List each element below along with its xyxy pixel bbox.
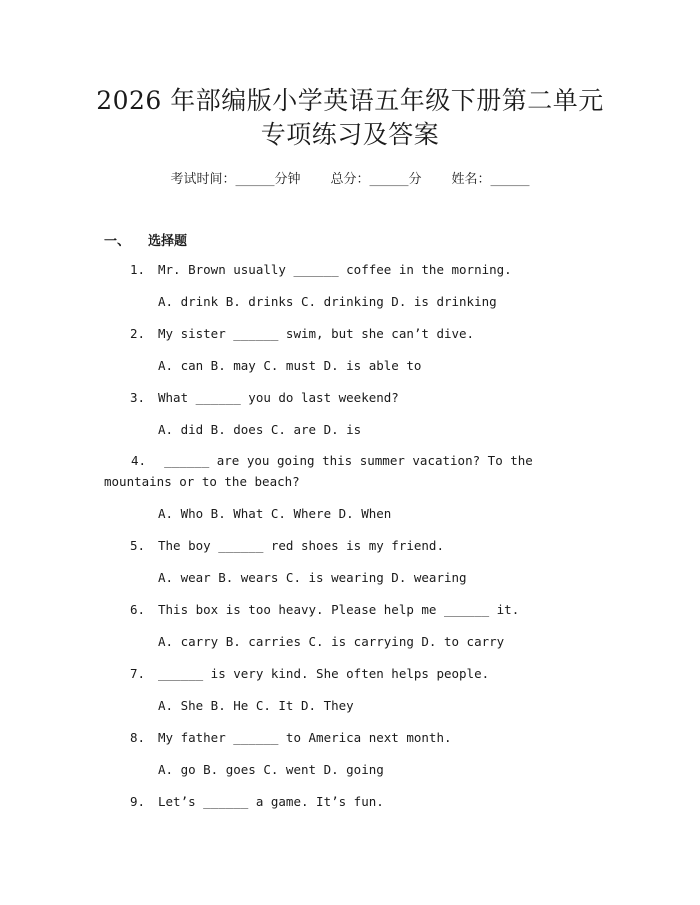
question-number: 8. xyxy=(130,730,146,745)
answer-options: A. She B. He C. It D. They xyxy=(158,698,354,713)
answer-options: A. carry B. carries C. is carrying D. to carry xyxy=(158,634,505,649)
question-text: Mr. Brown usually ______ coffee in the morning. xyxy=(158,262,512,277)
exam-meta-line xyxy=(0,168,700,187)
answer-options: A. go B. goes C. went D. going xyxy=(158,762,384,777)
question-text: ______ are you going this summer vacation? To the mountains or to the beach? xyxy=(104,453,533,489)
question-text: ______ is very kind. She often helps people. xyxy=(158,666,490,681)
section-label: 选择题 xyxy=(148,234,188,249)
question-text: My sister ______ swim, but she can’t dive. xyxy=(158,326,475,341)
section-heading xyxy=(104,230,187,249)
question-text: The boy ______ red shoes is my friend. xyxy=(158,538,444,553)
question-number: 3. xyxy=(130,390,146,405)
answer-options: A. wear B. wears C. is wearing D. wearing xyxy=(158,570,467,585)
question-number: 7. xyxy=(130,666,146,681)
document-title-line2: 专项练习及答案 xyxy=(260,120,440,149)
answer-options: A. Who B. What C. Where D. When xyxy=(158,506,392,521)
section-number: 一、 xyxy=(104,234,131,249)
question-4 xyxy=(104,450,604,492)
exam-time-field: 考试时间：______分钟 xyxy=(170,172,301,187)
question-text: Let’s ______ a game. It’s fun. xyxy=(158,794,384,809)
document-title-line1: 2026 年部编版小学英语五年级下册第二单元 xyxy=(96,86,604,115)
answer-options: A. did B. does C. are D. is xyxy=(158,422,362,437)
question-text: What ______ you do last weekend? xyxy=(158,390,399,405)
question-number: 2. xyxy=(130,326,146,341)
student-name-field: 姓名：______ xyxy=(451,172,530,187)
answer-options: A. can B. may C. must D. is able to xyxy=(158,358,422,373)
question-number: 1. xyxy=(130,262,146,277)
question-number: 9. xyxy=(130,794,146,809)
question-number: 5. xyxy=(130,538,146,553)
question-text: My father ______ to America next month. xyxy=(158,730,452,745)
question-text: This box is too heavy. Please help me ______ it. xyxy=(158,602,520,617)
total-score-field: 总分：______分 xyxy=(330,172,422,187)
question-number: 4. xyxy=(131,453,147,468)
question-number: 6. xyxy=(130,602,146,617)
answer-options: A. drink B. drinks C. drinking D. is drinking xyxy=(158,294,497,309)
